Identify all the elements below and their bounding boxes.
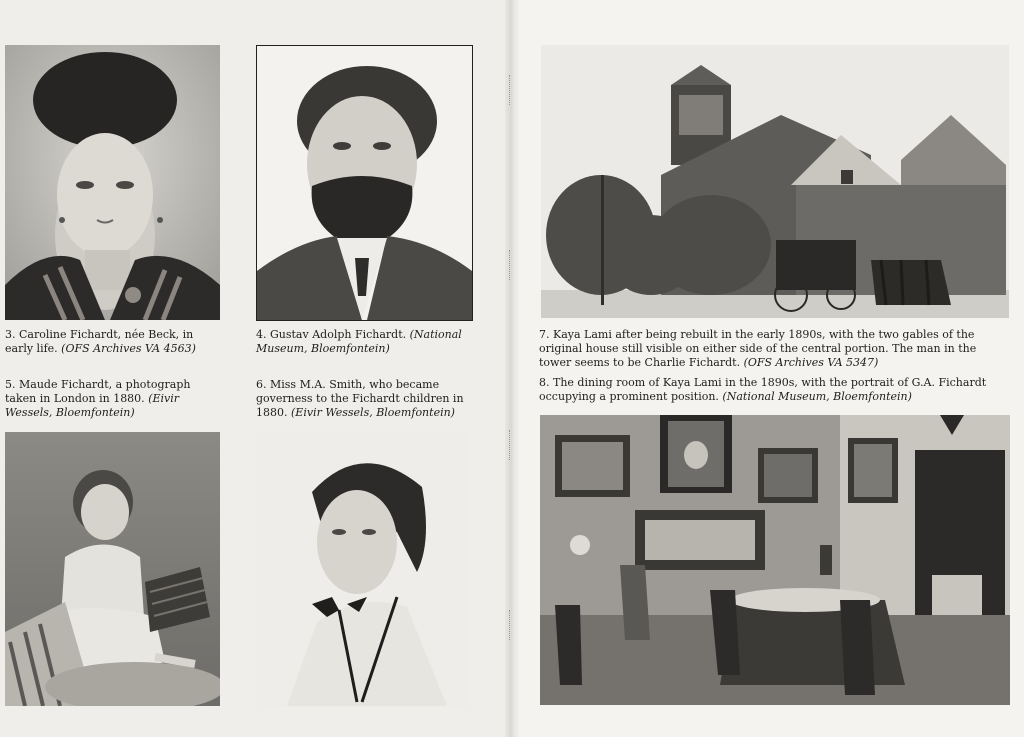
caption-6-num: 6. — [256, 378, 267, 391]
photo-caroline-fichardt — [5, 45, 220, 320]
photo-gustav-adolph-fichardt — [256, 45, 473, 321]
photo-miss-ma-smith — [257, 432, 470, 706]
binding-stitch — [509, 250, 514, 280]
caption-6-source: (Eivir Wessels, Bloemfontein) — [291, 406, 455, 419]
caption-3-text: Caroline Fichardt, née Beck, in early life. — [5, 328, 194, 355]
caption-7-num: 7. — [539, 328, 550, 341]
caption-8 — [539, 376, 1011, 404]
caption-5 — [5, 378, 220, 420]
caption-7-source: (OFS Archives VA 5347) — [743, 356, 879, 369]
caption-8-text: The dining room of Kaya Lami in the 1890s, with the portrait of G.A. Fichardt occupying a prominent position. — [539, 376, 987, 403]
caption-4-num: 4. — [256, 328, 267, 341]
caption-5-source: (Eivir Wessels, Bloemfontein) — [5, 392, 180, 419]
caption-3 — [5, 328, 220, 356]
caption-7 — [539, 328, 1011, 370]
caption-4-text: Gustav Adolph Fichardt. — [270, 328, 407, 341]
binding-stitch — [509, 430, 514, 460]
caption-8-source: (National Museum, Bloemfontein) — [722, 390, 912, 403]
binding-stitch — [509, 610, 514, 640]
caption-6 — [256, 378, 471, 420]
caption-4-source: (National Museum, Bloemfontein) — [256, 328, 462, 355]
right-page — [512, 0, 1024, 737]
caption-5-num: 5. — [5, 378, 16, 391]
caption-3-num: 3. — [5, 328, 16, 341]
caption-3-source: (OFS Archives VA 4563) — [61, 342, 196, 355]
caption-6-text: Miss M.A. Smith, who became governess to the Fichardt children in 1880. — [256, 378, 464, 419]
caption-7-text: Kaya Lami after being rebuilt in the early 1890s, with the two gables of the original house still visible on either side of the central portion. The man in the tower seems to be Charlie Fichardt. — [539, 328, 977, 369]
caption-5-text: Maude Fichardt, a photograph taken in London in 1880. — [5, 378, 191, 405]
binding-stitch — [509, 75, 514, 105]
photo-maude-fichardt — [5, 432, 220, 706]
photo-kaya-lami-house — [541, 45, 1009, 318]
caption-8-num: 8. — [539, 376, 550, 389]
photo-dining-room — [540, 415, 1010, 705]
caption-4 — [256, 328, 471, 356]
